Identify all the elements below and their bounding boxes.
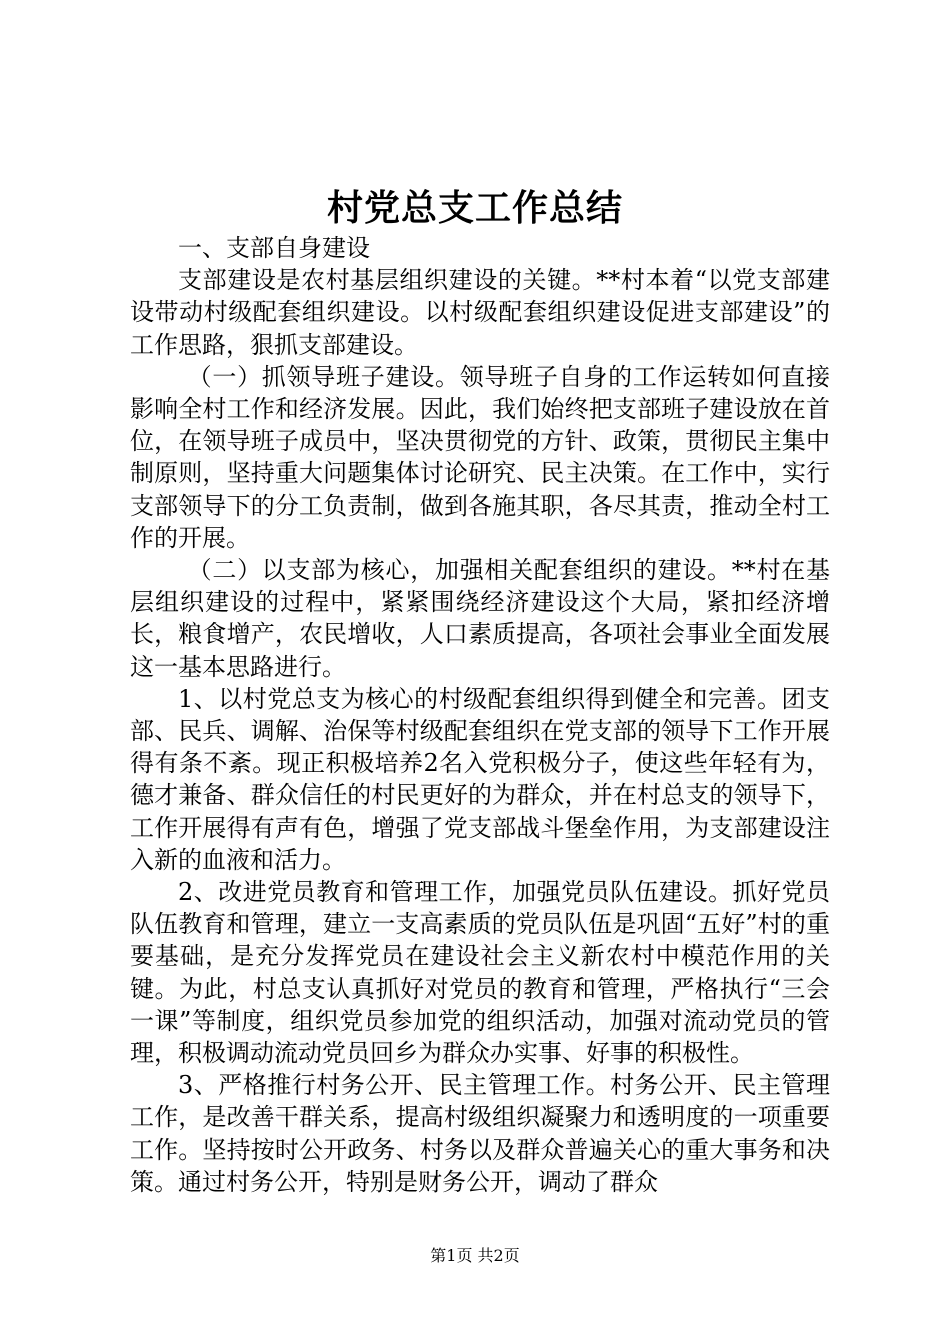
paragraph-item-3: 3、严格推行村务公开、民主管理工作。村务公开、民主管理工作，是改善干群关系，提高村级组织凝聚力和透明度的一项重要工作。坚持按时公开政务、村务以及群众普遍关心的重大事务和决策。通过村务公开，特别是财务公开，调动了群众 [130, 1071, 830, 1196]
paragraph-item-2: 2、改进党员教育和管理工作，加强党员队伍建设。抓好党员队伍教育和管理，建立一支高素质的党员队伍是巩固“五好”村的重要基础，是充分发挥党员在建设社会主义新农村中模范作用的关键。为此，村总支认真抓好对党员的教育和管理，严格执行“三会一课”等制度，组织党员参加党的组织活动，加强对流动党员的管理，积极调动流动党员回乡为群众办实事、好事的积极性。 [130, 878, 830, 1068]
document-body [130, 232, 830, 1198]
paragraph-item-1: 1、以村党总支为核心的村级配套组织得到健全和完善。团支部、民兵、调解、治保等村级配套组织在党支部的领导下工作开展得有条不紊。现正积极培养2名入党积极分子，使这些年轻有为，德才兼备、群众信任的村民更好的为群众，并在村总支的领导下，工作开展得有声有色，增强了党支部战斗堡垒作用，为支部建设注入新的血液和活力。 [130, 684, 830, 874]
paragraph-leadership: （一）抓领导班子建设。领导班子自身的工作运转如何直接影响全村工作和经济发展。因此，我们始终把支部班子建设放在首位，在领导班子成员中，坚决贯彻党的方针、政策，贯彻民主集中制原则，坚持重大问题集体讨论研究、民主决策。在工作中，实行支部领导下的分工负责制，做到各施其职，各尽其责，推动全村工作的开展。 [130, 362, 830, 552]
paragraph-core-organization: （二）以支部为核心，加强相关配套组织的建设。**村在基层组织建设的过程中，紧紧围绕经济建设这个大局，紧扣经济增长，粮食增产，农民增收，人口素质提高，各项社会事业全面发展这一基本思路进行。 [130, 556, 830, 681]
section-heading: 一、支部自身建设 [178, 234, 370, 262]
document-title: 村党总支工作总结 [326, 187, 623, 229]
paragraph-intro: 支部建设是农村基层组织建设的关键。**村本着“以党支部建设带动村级配套组织建设。以村级配套组织建设促进支部建设”的工作思路，狠抓支部建设。 [130, 266, 830, 359]
page-number: 第1页 共2页 [430, 1246, 520, 1265]
